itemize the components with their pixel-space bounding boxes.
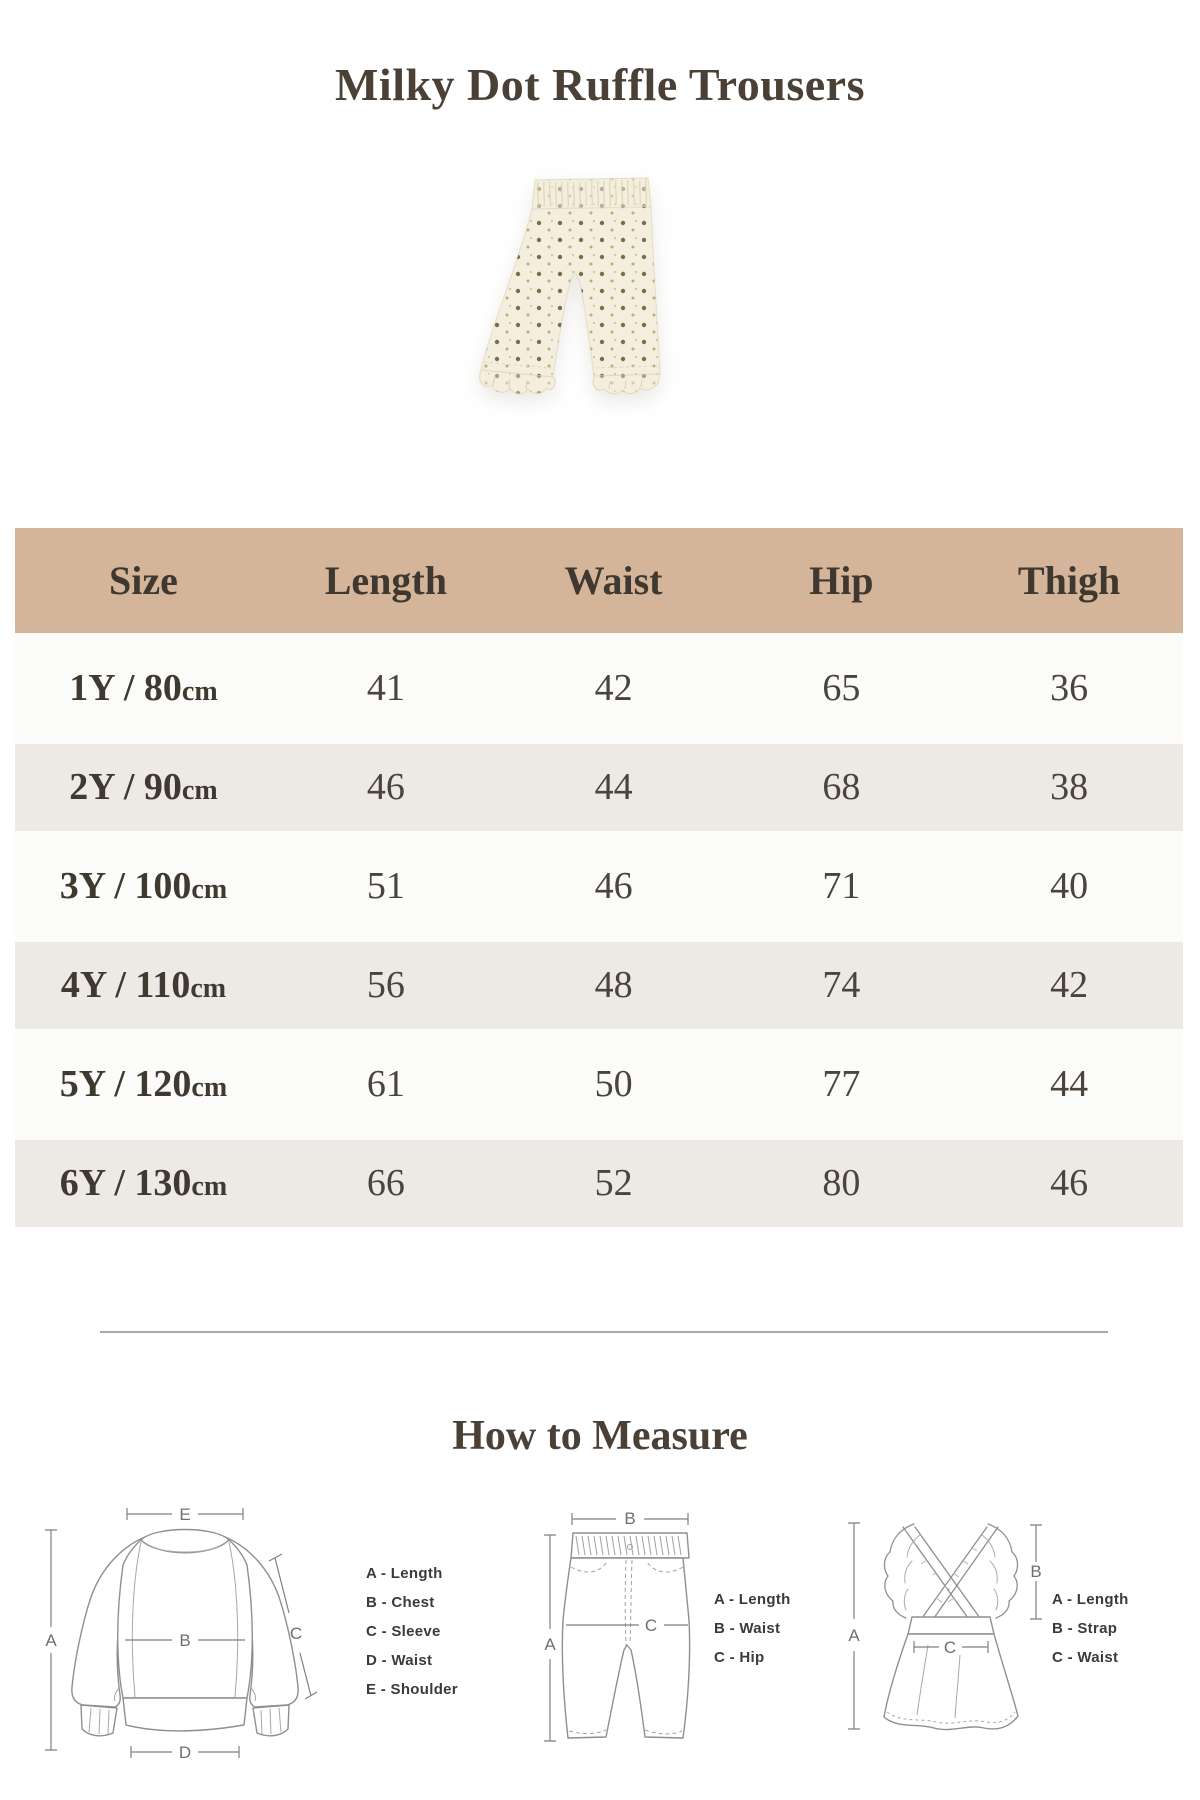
hip-cell: 65	[822, 667, 861, 709]
hip-cell: 74	[822, 964, 861, 1006]
suspender-skirt-measure-diagram	[840, 1505, 1050, 1750]
column-header-thigh: Thigh	[1017, 558, 1121, 603]
mark-waist: C	[943, 1638, 957, 1657]
size-cell: 4Y / 110cm	[60, 964, 227, 1006]
mark-waist: B	[624, 1509, 636, 1528]
page-title: Milky Dot Ruffle Trousers	[335, 59, 865, 110]
thigh-cell: 44	[1050, 1063, 1089, 1105]
section-divider	[100, 1331, 1108, 1333]
size-table-header	[15, 528, 1183, 633]
hip-cell: 71	[822, 865, 861, 907]
trousers-measure-diagram	[540, 1505, 715, 1760]
hip-cell: 80	[822, 1162, 861, 1204]
column-header-length: Length	[324, 558, 447, 603]
thigh-cell: 42	[1050, 964, 1089, 1006]
size-cell: 2Y / 90cm	[69, 766, 218, 808]
table-row	[15, 1140, 1183, 1227]
product-photo-trousers	[450, 150, 680, 400]
waist-cell: 48	[594, 964, 633, 1006]
length-cell: 61	[366, 1063, 405, 1105]
mark-length: A	[544, 1635, 556, 1654]
waist-cell: 50	[594, 1063, 633, 1105]
length-cell: 66	[366, 1162, 405, 1204]
hip-cell: 77	[822, 1063, 861, 1105]
length-cell: 41	[366, 667, 405, 709]
size-cell: 1Y / 80cm	[69, 667, 218, 709]
mark-chest: B	[179, 1631, 191, 1650]
size-cell: 3Y / 100cm	[59, 865, 228, 907]
waist-cell: 42	[594, 667, 633, 709]
length-cell: 46	[366, 766, 405, 808]
mark-hip: C	[644, 1616, 658, 1635]
size-cell: 5Y / 120cm	[59, 1063, 228, 1105]
column-header-hip: Hip	[809, 558, 874, 603]
sweater-legend: A - Length B - Chest C - Sleeve D - Waist E - Shoulder	[366, 1565, 458, 1698]
table-row	[15, 1029, 1183, 1140]
table-row	[15, 831, 1183, 942]
table-row	[15, 633, 1183, 744]
mark-waist: D	[178, 1743, 192, 1762]
size-cell: 6Y / 130cm	[59, 1162, 228, 1204]
waist-cell: 52	[594, 1162, 633, 1204]
suspender-skirt-legend: A - Length B - Strap C - Waist	[1052, 1591, 1129, 1666]
length-cell: 56	[366, 964, 405, 1006]
thigh-cell: 40	[1050, 865, 1089, 907]
mark-sleeve: C	[289, 1624, 303, 1643]
mark-shoulder: E	[179, 1505, 191, 1524]
thigh-cell: 36	[1050, 667, 1089, 709]
trousers-legend: A - Length B - Waist C - Hip	[714, 1591, 791, 1666]
hip-cell: 68	[822, 766, 861, 808]
sweater-measure-diagram	[35, 1500, 335, 1770]
length-cell: 51	[366, 865, 405, 907]
mark-length: A	[848, 1626, 860, 1645]
waist-cell: 46	[594, 865, 633, 907]
mark-length: A	[45, 1631, 57, 1650]
thigh-cell: 46	[1050, 1162, 1089, 1204]
waist-cell: 44	[594, 766, 633, 808]
mark-strap: B	[1030, 1562, 1042, 1581]
table-row	[15, 942, 1183, 1029]
trousers-fabric	[480, 178, 660, 394]
table-row	[15, 744, 1183, 831]
column-header-size: Size	[109, 558, 178, 603]
measure-section-title: How to Measure	[452, 1413, 748, 1459]
column-header-waist: Waist	[564, 558, 663, 603]
size-table	[15, 528, 1183, 1227]
thigh-cell: 38	[1050, 766, 1089, 808]
